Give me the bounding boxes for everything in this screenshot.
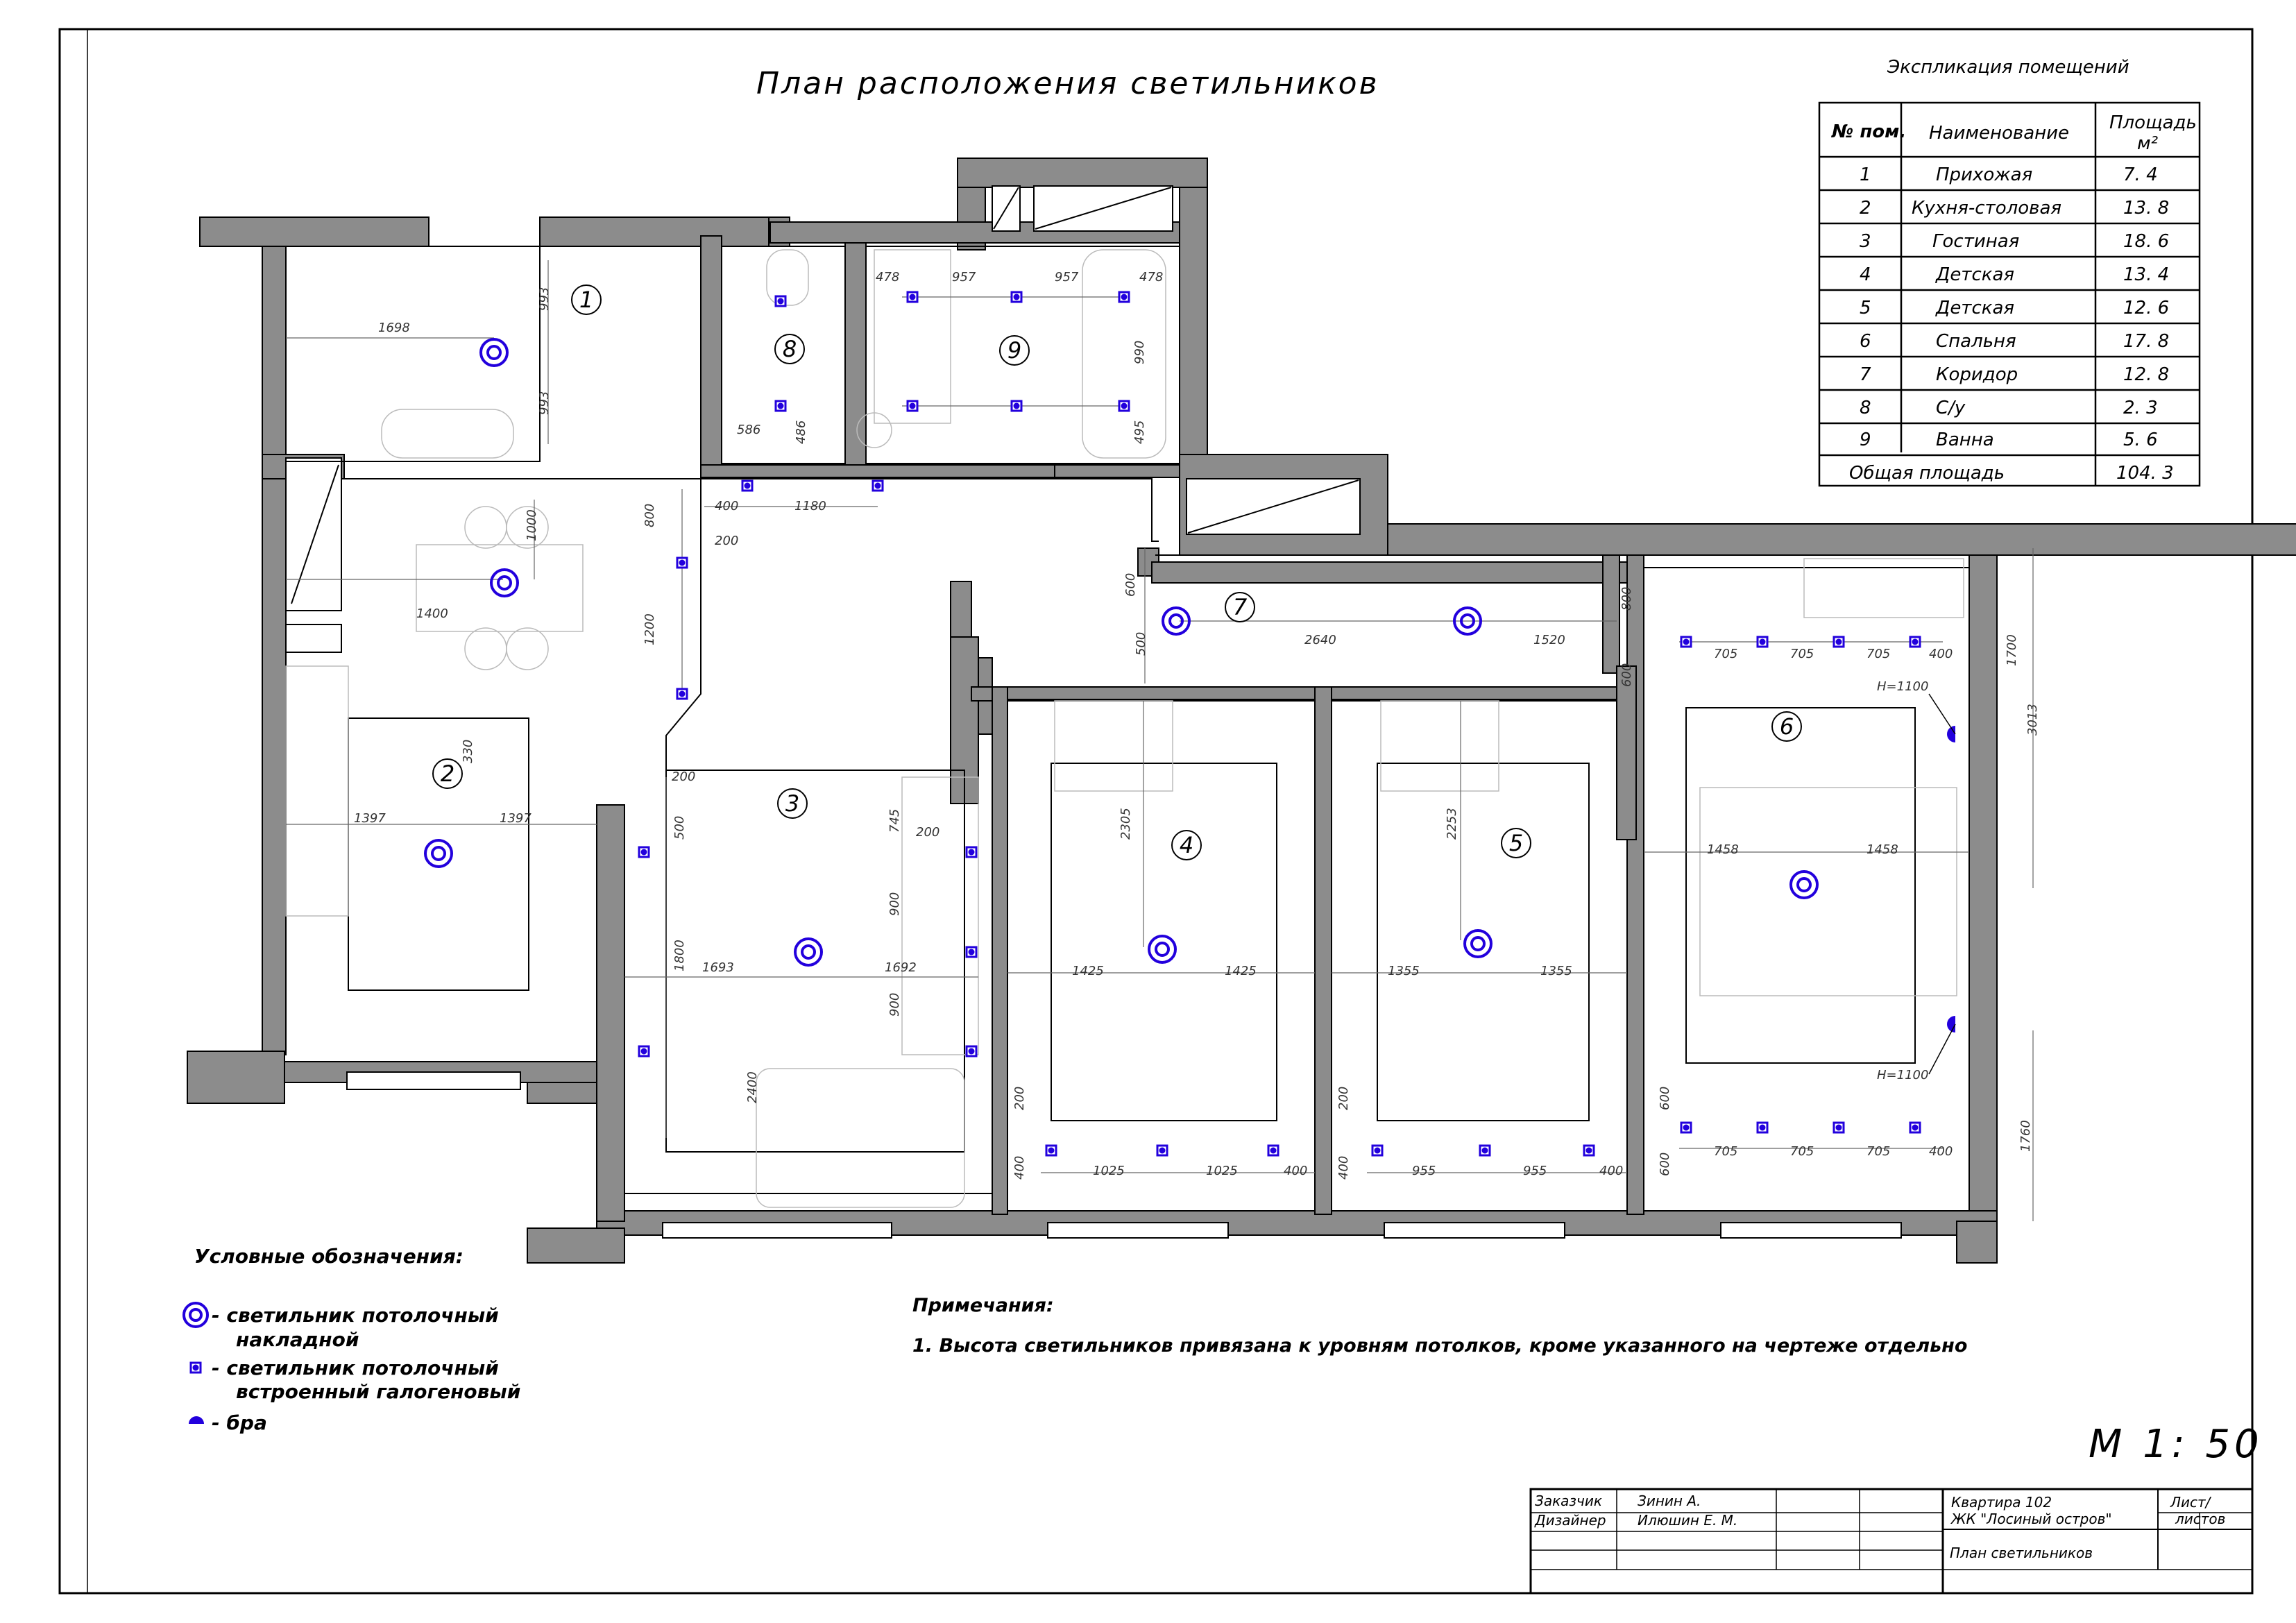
- svg-text:Общая площадь: Общая площадь: [1849, 463, 2005, 484]
- window: [347, 1072, 520, 1089]
- dim-label: 705: [1714, 1144, 1738, 1159]
- dim-label: H=1100: [1877, 679, 1929, 694]
- customer-name: Зинин А.: [1638, 1493, 1701, 1509]
- designer-name: Илюшин Е. М.: [1638, 1512, 1738, 1529]
- legend-halogen-icon: [191, 1363, 201, 1373]
- wall: [1627, 555, 1644, 1214]
- legend-item-label: накладной: [236, 1328, 359, 1351]
- table-row: [1860, 198, 2169, 219]
- halogen-spot-icon: [1758, 637, 1767, 647]
- wall: [1969, 555, 1997, 1235]
- window: [1048, 1223, 1228, 1238]
- dim-label: 478: [1139, 270, 1164, 284]
- dim-label: 955: [1412, 1164, 1436, 1178]
- wall: [958, 158, 1207, 187]
- svg-text:Прихожая: Прихожая: [1936, 164, 2033, 185]
- dim-label: 200: [715, 534, 739, 548]
- svg-text:1: 1: [1860, 164, 1871, 185]
- svg-text:12. 8: 12. 8: [2123, 364, 2170, 385]
- dim-label: 200: [1336, 1086, 1351, 1110]
- svg-text:Спальня: Спальня: [1936, 331, 2016, 352]
- halogen-spot-icon: [742, 481, 752, 491]
- dim-label: 400: [1929, 1144, 1953, 1159]
- project-line1: Квартира 102: [1951, 1494, 2052, 1511]
- halogen-spot-icon: [1584, 1146, 1594, 1155]
- dim-label: 400: [715, 499, 739, 513]
- designer-label: Дизайнер: [1535, 1512, 1606, 1529]
- project-line2: ЖК "Лосиный остров": [1951, 1511, 2112, 1527]
- svg-text:12. 6: 12. 6: [2123, 298, 2170, 318]
- dim-label: 1692: [885, 960, 917, 975]
- wall: [1180, 187, 1207, 465]
- wall-sconces: [1947, 726, 1955, 1033]
- wall: [1617, 666, 1636, 840]
- svg-text:7. 4: 7. 4: [2123, 164, 2158, 185]
- dim-label: 1700: [2005, 634, 2019, 666]
- wall: [540, 217, 769, 246]
- svg-text:2: 2: [1860, 198, 1871, 219]
- legend-sconce-icon: [189, 1416, 204, 1424]
- window: [1384, 1223, 1565, 1238]
- svg-text:Гостиная: Гостиная: [1932, 231, 2020, 252]
- dim-label: 705: [1866, 1144, 1891, 1159]
- svg-text:Коридор: Коридор: [1936, 364, 2018, 385]
- dim-label: 2305: [1119, 808, 1133, 840]
- surface-light-icon: [425, 840, 452, 867]
- room-number: 1: [579, 287, 594, 313]
- table-row: [1860, 364, 2169, 385]
- surface-light-icon: [491, 570, 518, 596]
- halogen-spot-icon: [639, 847, 649, 857]
- svg-text:5: 5: [1860, 298, 1871, 318]
- table-row: [1860, 298, 2169, 318]
- svg-text:С/у: С/у: [1936, 398, 1966, 418]
- svg-text:Детская: Детская: [1936, 298, 2015, 318]
- room-number: 9: [1007, 337, 1022, 364]
- dim-label: 200: [916, 825, 940, 840]
- wall: [992, 687, 1007, 1214]
- dim-label: 200: [1012, 1086, 1027, 1110]
- sheet-label: листов: [2175, 1511, 2226, 1527]
- table-row: [1860, 264, 2169, 285]
- halogen-spot-icon: [1681, 637, 1691, 647]
- wall: [200, 217, 429, 246]
- svg-text:5. 6: 5. 6: [2123, 430, 2158, 450]
- dim-label: 1397: [354, 811, 386, 826]
- dim-label: 705: [1866, 647, 1891, 661]
- title-block-text: [1534, 1493, 2225, 1561]
- halogen-spot-icon: [1157, 1146, 1167, 1155]
- halogen-spot-icon: [1834, 1123, 1844, 1132]
- halogen-spot-icon: [1012, 292, 1021, 302]
- wall: [597, 805, 624, 1221]
- dim-label: 400: [1284, 1164, 1308, 1178]
- dim-label: 600: [1619, 663, 1634, 687]
- dim-label: 500: [1134, 631, 1148, 656]
- dim-label: 200: [672, 770, 696, 784]
- wall: [527, 1228, 624, 1263]
- notes-heading: Примечания:: [912, 1295, 1054, 1316]
- halogen-spot-icon: [1268, 1146, 1278, 1155]
- halogen-spot-icon: [677, 558, 687, 568]
- dim-label: 586: [737, 423, 761, 437]
- notes-text: 1. Высота светильников привязана к уровням потолков, кроме указанного на чертеже отдельно: [912, 1335, 1968, 1357]
- dim-label: 1458: [1707, 842, 1739, 857]
- svg-text:Детская: Детская: [1936, 264, 2015, 285]
- dim-label: 2640: [1304, 633, 1336, 647]
- customer-label: Заказчик: [1535, 1493, 1602, 1509]
- dim-label: 1200: [643, 613, 657, 645]
- dim-label: 400: [1599, 1164, 1624, 1178]
- dim-label: 2400: [745, 1071, 760, 1103]
- table-row: [1860, 164, 2158, 185]
- legend-item-label: встроенный галогеновый: [236, 1380, 521, 1403]
- dim-label: 600: [1658, 1152, 1672, 1176]
- header-area-unit: м²: [2137, 133, 2159, 154]
- drawing-title: План расположения светильников: [756, 66, 1379, 101]
- dim-label: 1180: [794, 499, 826, 513]
- dim-label: 2253: [1445, 808, 1459, 840]
- dim-label: 705: [1790, 1144, 1814, 1159]
- table-row: [1860, 231, 2169, 252]
- table-row: [1860, 398, 2158, 418]
- halogen-spot-icon: [1758, 1123, 1767, 1132]
- room-number: 5: [1508, 830, 1524, 856]
- halogen-spot-icon: [967, 847, 976, 857]
- dim-label: 1425: [1072, 964, 1104, 978]
- dim-label: 705: [1790, 647, 1814, 661]
- halogen-spot-icon: [967, 1046, 976, 1056]
- dim-label: 1355: [1388, 964, 1420, 978]
- explication-caption: Экспликация помещений: [1887, 57, 2129, 78]
- halogen-spot-icon: [1119, 292, 1129, 302]
- dim-label: 745: [887, 808, 902, 833]
- table-total-row: [1849, 463, 2174, 484]
- dim-label: 1355: [1540, 964, 1572, 978]
- legend-item-label: - бра: [212, 1411, 267, 1434]
- halogen-spot-icon: [908, 292, 917, 302]
- halogen-spot-icon: [1681, 1123, 1691, 1132]
- halogen-spot-icon: [677, 689, 687, 699]
- drawing-name: План светильников: [1950, 1545, 2093, 1561]
- table-row: [1860, 430, 2158, 450]
- wall: [701, 236, 722, 465]
- halogen-spot-icon: [1372, 1146, 1382, 1155]
- dim-label: 486: [794, 420, 808, 444]
- sheet-label: Лист/: [2170, 1494, 2211, 1511]
- svg-text:Кухня-столовая: Кухня-столовая: [1912, 198, 2062, 219]
- dim-label: 993: [537, 391, 552, 415]
- dim-label: 1400: [416, 606, 448, 621]
- dim-label: 495: [1132, 420, 1147, 444]
- surface-light-icon: [1149, 936, 1175, 962]
- halogen-spot-icon: [1119, 401, 1129, 411]
- room-number: 3: [785, 790, 800, 817]
- dim-label: 957: [952, 270, 976, 284]
- drawing-scale: М 1: 50: [2089, 1422, 2263, 1467]
- svg-text:3: 3: [1860, 231, 1871, 252]
- halogen-spots: [639, 292, 1920, 1155]
- legend-item-label: - светильник потолочный: [212, 1357, 499, 1379]
- svg-text:Ванна: Ванна: [1936, 430, 1994, 450]
- surface-light-icon: [795, 939, 822, 965]
- dim-label: 957: [1055, 270, 1079, 284]
- table-row: [1860, 331, 2169, 352]
- dim-label: 705: [1714, 647, 1738, 661]
- legend-surface-light-icon: [184, 1303, 207, 1327]
- wall: [951, 581, 971, 637]
- room-number: 2: [440, 760, 455, 787]
- dim-label: 1693: [702, 960, 734, 975]
- dim-label: 400: [1012, 1155, 1027, 1180]
- window: [663, 1223, 892, 1238]
- wall: [1315, 687, 1332, 1214]
- wall: [187, 1051, 284, 1103]
- halogen-spot-icon: [1480, 1146, 1490, 1155]
- explication-headers: [1831, 112, 2197, 154]
- dim-label: 990: [1132, 340, 1147, 364]
- svg-text:104. 3: 104. 3: [2116, 463, 2174, 484]
- halogen-spot-icon: [1910, 1123, 1920, 1132]
- wall: [1957, 1221, 1997, 1263]
- dim-label: 1425: [1225, 964, 1257, 978]
- svg-text:13. 8: 13. 8: [2123, 198, 2170, 219]
- halogen-spot-icon: [776, 296, 785, 306]
- dim-label: 330: [461, 739, 475, 763]
- legend-item-label: - светильник потолочный: [212, 1304, 499, 1327]
- dim-label: 500: [672, 815, 687, 840]
- legend-heading: Условные обозначения:: [194, 1245, 464, 1268]
- halogen-spot-icon: [1834, 637, 1844, 647]
- dim-label: 1000: [525, 509, 539, 541]
- dim-label: 478: [876, 270, 900, 284]
- wall: [701, 465, 1055, 477]
- dim-label: 1397: [500, 811, 532, 826]
- explication-table: [1819, 103, 2200, 486]
- dim-label: 400: [1929, 647, 1953, 661]
- halogen-spot-icon: [967, 947, 976, 957]
- dim-label: 1458: [1866, 842, 1898, 857]
- svg-text:9: 9: [1860, 430, 1871, 450]
- dim-label: 600: [1123, 572, 1138, 597]
- dim-label: 1698: [378, 321, 410, 335]
- wall: [262, 479, 286, 1055]
- header-area: Площадь: [2109, 112, 2197, 133]
- dim-label: 955: [1523, 1164, 1547, 1178]
- header-name: Наименование: [1929, 123, 2070, 144]
- svg-text:13. 4: 13. 4: [2123, 264, 2170, 285]
- halogen-spot-icon: [1046, 1146, 1056, 1155]
- dim-label: 400: [1336, 1155, 1351, 1180]
- svg-text:7: 7: [1860, 364, 1871, 385]
- halogen-spot-icon: [1910, 637, 1920, 647]
- dim-label: 900: [887, 892, 902, 916]
- room-number: 4: [1179, 832, 1194, 858]
- wall: [262, 246, 286, 475]
- svg-text:2. 3: 2. 3: [2123, 398, 2158, 418]
- dim-label: 1520: [1533, 633, 1565, 647]
- wall: [1152, 562, 1631, 583]
- halogen-spot-icon: [908, 401, 917, 411]
- window: [1721, 1223, 1901, 1238]
- dim-label: 3013: [2025, 704, 2040, 736]
- svg-text:6: 6: [1860, 331, 1871, 352]
- sconce-icon: [1947, 1016, 1955, 1033]
- window: [286, 624, 341, 652]
- svg-text:17. 8: 17. 8: [2123, 331, 2170, 352]
- surface-light-icon: [1791, 872, 1817, 898]
- wall: [845, 236, 866, 465]
- room-number: 8: [782, 336, 797, 362]
- header-num: № пом.: [1832, 121, 1907, 142]
- dim-label: 1800: [672, 940, 687, 971]
- dim-label: 600: [1658, 1086, 1672, 1110]
- halogen-spot-icon: [1012, 401, 1021, 411]
- wall: [1603, 555, 1619, 673]
- halogen-spot-icon: [639, 1046, 649, 1056]
- dim-label: 900: [887, 992, 902, 1017]
- dim-label: 1025: [1206, 1164, 1238, 1178]
- room-number: 7: [1232, 594, 1248, 620]
- dim-label: 800: [1619, 586, 1634, 611]
- svg-text:18. 6: 18. 6: [2123, 231, 2170, 252]
- room-number: 6: [1779, 713, 1794, 740]
- dim-label: 993: [537, 287, 552, 311]
- halogen-spot-icon: [776, 401, 785, 411]
- interior-lines: [286, 246, 1969, 1193]
- dim-label: 1025: [1093, 1164, 1125, 1178]
- svg-text:4: 4: [1860, 264, 1871, 285]
- dim-label: 1760: [2018, 1120, 2033, 1152]
- surface-light-icon: [481, 339, 507, 366]
- svg-text:8: 8: [1860, 398, 1871, 418]
- wall: [1388, 524, 2296, 555]
- dim-label: 800: [643, 503, 657, 527]
- dim-label: H=1100: [1877, 1068, 1929, 1082]
- surface-light-icon: [1465, 931, 1491, 957]
- halogen-spot-icon: [873, 481, 883, 491]
